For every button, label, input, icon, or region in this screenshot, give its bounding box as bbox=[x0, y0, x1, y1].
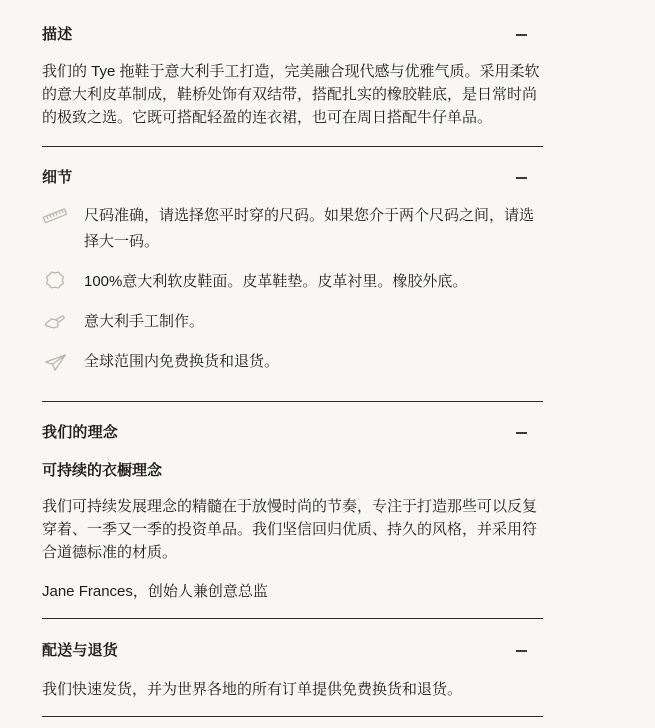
collapse-minus-icon[interactable] bbox=[516, 177, 527, 179]
leather-hide-icon bbox=[42, 269, 68, 295]
accordion-section-philosophy bbox=[42, 402, 543, 618]
section-divider bbox=[42, 716, 543, 717]
list-item-sizing bbox=[42, 203, 543, 255]
hand-icon bbox=[42, 309, 68, 335]
philosophy-paragraph: 我们可持续发展理念的精髓在于放慢时尚的节奏，专注于打造那些可以反复穿着、一季又一季的投资单品。我们坚信回归优质、持久的风格，并采用符合道德标准的材质。 bbox=[42, 498, 538, 561]
accordion-content-column bbox=[42, 0, 543, 717]
accordion-section-description bbox=[42, 0, 543, 146]
paper-plane-icon bbox=[42, 349, 68, 375]
accordion-header-description[interactable] bbox=[42, 26, 543, 43]
description-paragraph: 我们的 Tye 拖鞋于意大利手工打造，完美融合现代感与优雅气质。采用柔软的意大利皮革制成，鞋桥处饰有双结带，搭配扎实的橡胶鞋底，是日常时尚的极致之选。它既可搭配轻盈的连衣裙，也可在周日搭配牛仔单品。 bbox=[42, 63, 540, 126]
details-list bbox=[42, 203, 543, 375]
list-item-text: 100%意大利软皮鞋面。皮革鞋垫。皮革衬里。橡胶外底。 bbox=[84, 273, 468, 290]
shipping-paragraph: 我们快速发货，并为世界各地的所有订单提供免费换货和退货。 bbox=[42, 681, 463, 698]
accordion-header-shipping[interactable] bbox=[42, 642, 543, 659]
philosophy-subheading: 可持续的衣橱理念 bbox=[42, 462, 163, 479]
list-item-text: 尺码准确，请选择您平时穿的尺码。如果您介于两个尺码之间，请选择大一码。 bbox=[84, 207, 535, 250]
list-item-returns bbox=[42, 349, 543, 375]
accordion-section-shipping bbox=[42, 619, 543, 716]
list-item-materials bbox=[42, 269, 543, 295]
section-title-philosophy: 我们的理念 bbox=[42, 424, 119, 441]
collapse-minus-icon[interactable] bbox=[516, 650, 527, 652]
accordion-section-details bbox=[42, 147, 543, 401]
collapse-minus-icon[interactable] bbox=[516, 34, 527, 36]
accordion-header-details[interactable] bbox=[42, 169, 543, 186]
ruler-icon bbox=[42, 203, 68, 229]
accordion-header-philosophy[interactable] bbox=[42, 424, 543, 441]
collapse-minus-icon[interactable] bbox=[516, 432, 527, 434]
list-item-text: 意大利手工制作。 bbox=[84, 313, 205, 330]
section-title-shipping: 配送与退货 bbox=[42, 642, 119, 659]
section-title-details: 细节 bbox=[42, 169, 73, 186]
founder-byline: Jane Frances，创始人兼创意总监 bbox=[42, 583, 268, 600]
list-item-handmade bbox=[42, 309, 543, 335]
list-item-text: 全球范围内免费换货和退货。 bbox=[84, 353, 280, 370]
section-title-description: 描述 bbox=[42, 26, 73, 43]
